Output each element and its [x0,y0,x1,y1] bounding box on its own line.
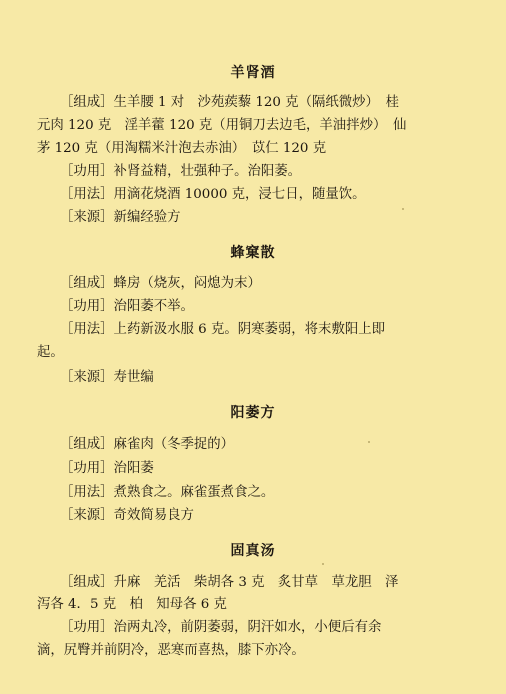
recipe-line: ［功用］治阳萎 [60,461,154,476]
recipe-line: 滴，尻臀并前阴冷，恶寒而喜热，膝下亦冷。 [37,643,305,658]
recipe-line: ［用法］上药新汲水服 6 克。阴寒萎弱，将末敷阳上即 [60,322,386,337]
recipe-line: 元肉 120 克 淫羊藿 120 克（用铜刀去边毛，羊油拌炒） 仙 [37,118,407,133]
recipe-line: ［组成］蜂房（烧灰，闷熄为末） [60,276,261,291]
recipe-line: 泻各 4．5 克 柏 知母各 6 克 [37,597,227,612]
recipe-line: ［组成］麻雀肉（冬季捉的） [60,437,235,452]
recipe-title: 阳萎方 [230,405,276,421]
recipe-line: ［组成］生羊腰 1 对 沙苑蒺藜 120 克（隔纸微炒） 桂 [60,95,399,110]
recipe-title: 蜂窠散 [230,245,276,261]
recipe-line: ［来源］新编经验方 [60,210,181,225]
recipe-line: ［组成］升麻 羌活 柴胡各 3 克 炙甘草 草龙胆 泽 [60,575,399,590]
recipe-title: 固真汤 [230,543,276,559]
recipe-title: 羊肾酒 [230,65,276,81]
recipe-line: 起。 [37,345,64,360]
recipe-line: ［功用］治两丸冷，前阴萎弱，阴汗如水，小便后有余 [60,620,382,635]
scan-speck [402,208,404,210]
recipe-line: ［功用］补肾益精，壮强种子。治阳萎。 [60,164,302,179]
recipe-line: ［用法］煮熟食之。麻雀蛋煮食之。 [60,485,275,500]
recipe-line: ［来源］奇效简易良方 [60,508,194,523]
scan-speck [322,563,324,565]
recipe-line: ［来源］寿世编 [60,370,154,385]
recipe-line: ［功用］治阳萎不举。 [60,299,194,314]
recipe-line: ［用法］用滴花烧酒 10000 克，浸七日，随量饮。 [60,187,366,202]
scan-speck [368,441,370,443]
recipe-line: 茅 120 克（用淘糯米汁泡去赤油） 苡仁 120 克 [37,141,327,156]
